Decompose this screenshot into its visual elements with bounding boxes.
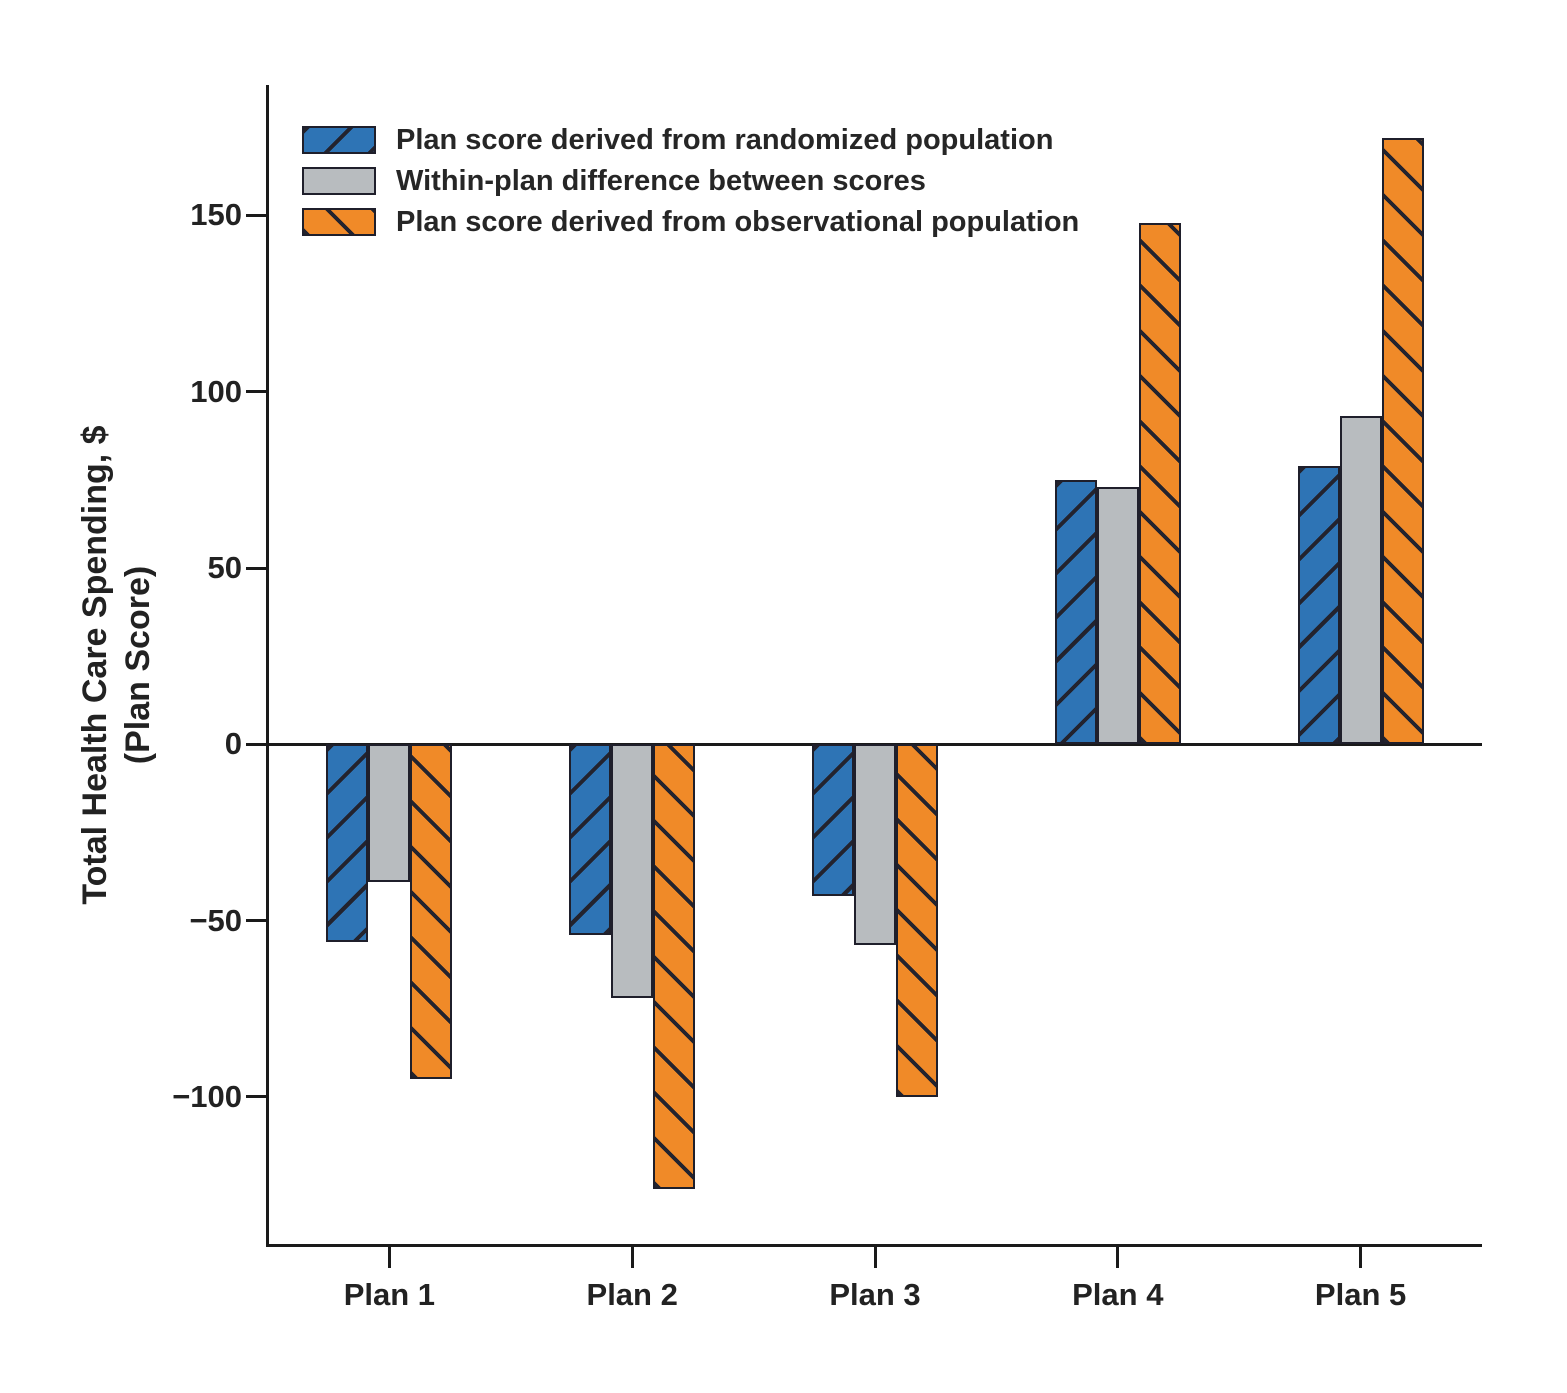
x-tick-label-plan-5: Plan 5	[1314, 1277, 1407, 1312]
x-tick	[874, 1245, 877, 1268]
y-tick	[246, 743, 268, 746]
y-tick-label: 50	[207, 550, 242, 586]
x-tick-label-plan-2: Plan 2	[586, 1277, 678, 1312]
bar-plan-2-difference	[611, 744, 653, 998]
bar-plan-3-difference	[854, 744, 896, 945]
y-tick	[246, 390, 268, 393]
x-tick	[1116, 1245, 1119, 1268]
y-axis-title-line2: (Plan Score)	[119, 565, 157, 765]
legend-item-randomized	[302, 123, 1079, 156]
x-tick	[388, 1245, 391, 1268]
bar-plan-3-observational	[896, 744, 938, 1097]
legend-label-difference: Within-plan difference between scores	[396, 164, 926, 197]
y-tick-label: 150	[190, 197, 242, 233]
y-axis-title-line1: Total Health Care Spending, $	[76, 425, 114, 905]
bar-plan-1-observational	[410, 744, 452, 1079]
bar-plan-1-difference	[368, 744, 410, 882]
bar-plan-5-difference	[1340, 416, 1382, 744]
bar-plan-4-difference	[1097, 487, 1139, 744]
legend-swatch-randomized-icon	[302, 126, 376, 154]
x-tick-label-plan-4: Plan 4	[1072, 1277, 1164, 1312]
y-tick-label: 100	[190, 373, 242, 409]
y-tick-label: −50	[189, 902, 242, 938]
legend-item-observational	[302, 205, 1080, 238]
y-tick	[246, 214, 268, 217]
x-tick-label-plan-3: Plan 3	[829, 1277, 921, 1312]
y-tick	[246, 567, 268, 570]
legend-label-observational: Plan score derived from observational population	[396, 205, 1080, 238]
bar-plan-2-randomized	[569, 744, 611, 934]
bar-plan-2-observational	[653, 744, 695, 1188]
y-axis-line	[266, 85, 269, 1247]
y-tick-label: −100	[172, 1078, 242, 1114]
bar-plan-3-randomized	[812, 744, 854, 896]
legend-swatch-difference-icon	[302, 167, 376, 195]
bar-plan-5-observational	[1382, 138, 1424, 744]
bar-plan-4-observational	[1139, 223, 1181, 745]
legend	[302, 123, 1080, 249]
legend-label-randomized: Plan score derived from randomized population	[396, 123, 1054, 156]
y-tick	[246, 1095, 268, 1098]
bar-plan-1-randomized	[326, 744, 368, 941]
x-tick	[631, 1245, 634, 1268]
x-tick-label-plan-1: Plan 1	[343, 1277, 436, 1312]
x-tick	[1359, 1245, 1362, 1268]
legend-item-difference	[302, 164, 1079, 197]
legend-swatch-observational-icon	[302, 208, 376, 236]
y-tick	[246, 919, 268, 922]
bar-plan-4-randomized	[1055, 480, 1097, 744]
bar-plan-5-randomized	[1298, 466, 1340, 745]
y-tick-label: 0	[224, 726, 242, 762]
